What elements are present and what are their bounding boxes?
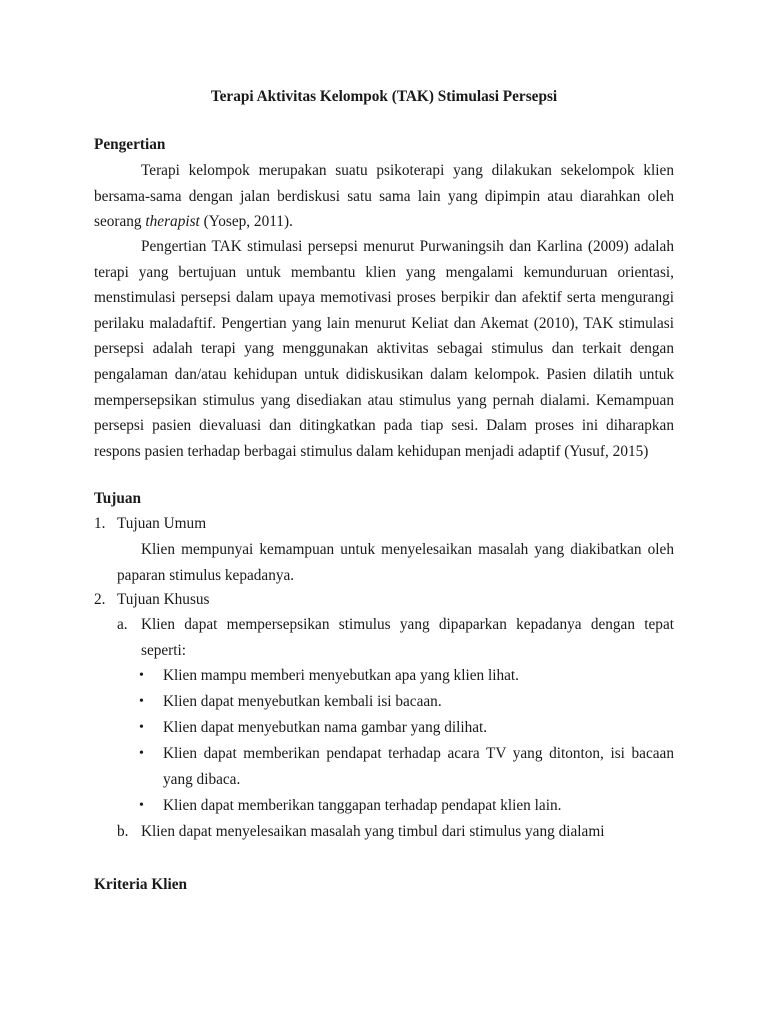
paragraph-pengertian-2: Pengertian TAK stimulasi persepsi menurut Purwaningsih dan Karlina (2009) adalah terapi yang bertujuan untuk membantu klien yang mengalami kemunduruan orientasi, menstimulasi persepsi dalam upaya memotivasi proses berpikir dan afektif serta mengurangi perilaku maladaftif. Pengertian yang lain menurut Keliat dan Akemat (2010), TAK stimulasi persepsi adalah terapi yang menggunakan aktivitas sebagai stimulus dan terkait dengan pengalaman dan/atau kehidupan untuk didiskusikan dalam kelompok. Pasien dilatih untuk mempersepsikan stimulus yang disediakan atau stimulus yang pernah dialami. Kemampuan persepsi pasien dievaluasi dan ditingkatkan pada tiap sesi. Dalam proses ini diharapkan respons pasien terhadap berbagai stimulus dalam kehidupan menjadi adaptif (Yusuf, 2015) [94,238,674,460]
paragraph-pengertian-1 [94,158,674,235]
document-title: Terapi Aktivitas Kelompok (TAK) Stimulasi Persepsi [210,88,558,105]
bullet-item: Klien dapat memberikan pendapat terhadap acara TV yang ditonton, isi bacaan yang dibaca. [163,745,674,788]
list-letter-b: b. [117,823,129,840]
bullet-icon: • [139,694,144,709]
bullet-icon: • [139,668,144,683]
bullet-icon: • [139,746,144,761]
heading-tujuan: Tujuan [94,490,142,507]
tujuan-khusus-label: Tujuan Khusus [117,591,210,608]
bullet-item: Klien dapat memberikan tanggapan terhadap pendapat klien lain. [163,797,562,814]
heading-kriteria-klien: Kriteria Klien [94,876,188,893]
list-number-2: 2. [94,591,106,608]
heading-pengertian: Pengertian [94,136,166,153]
tujuan-khusus-b-text: Klien dapat menyelesaikan masalah yang timbul dari stimulus yang dialami [141,823,605,840]
bullet-item: Klien dapat menyebutkan kembali isi bacaan. [163,693,442,710]
paragraph-1-italic: therapist [145,213,200,231]
paragraph-1-citation: (Yosep, 2011). [199,213,293,231]
tujuan-khusus-a-text: Klien dapat mempersepsikan stimulus yang dipaparkan kepadanya dengan tepat seperti: [141,616,674,659]
bullet-item: Klien mampu memberi menyebutkan apa yang klien lihat. [163,667,519,684]
list-number-1: 1. [94,515,106,532]
bullet-icon: • [139,798,144,813]
bullet-item: Klien dapat menyebutkan nama gambar yang dilihat. [163,719,488,736]
tujuan-umum-label: Tujuan Umum [117,515,207,532]
tujuan-umum-text: Klien mempunyai kemampuan untuk menyelesaikan masalah yang diakibatkan oleh paparan stimulus kepadanya. [117,541,674,584]
list-letter-a: a. [117,616,128,633]
bullet-icon: • [139,720,144,735]
paragraph-1-text: Terapi kelompok merupakan suatu psikoterapi yang dilakukan sekelompok klien bersama-sama dengan jalan berdiskusi satu sama lain yang dipimpin atau diarahkan oleh seorang [94,162,674,231]
